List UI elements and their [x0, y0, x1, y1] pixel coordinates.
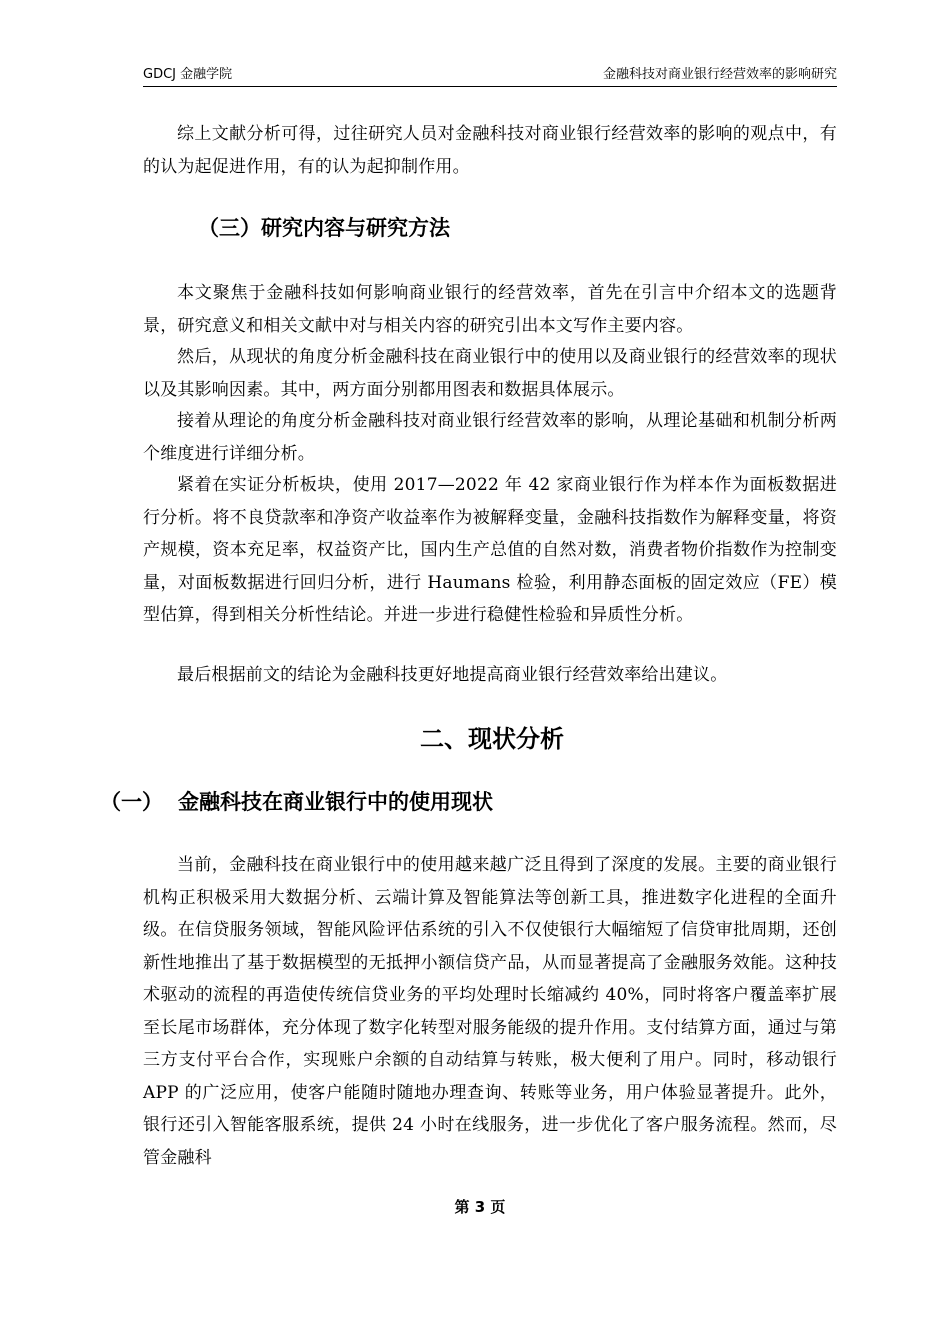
header-institution: GDCJ 金融学院: [143, 67, 233, 82]
paragraph-theory: 接着从理论的角度分析金融科技对商业银行经营效率的影响，从理论基础和机制分析两个维度进行详细分析。: [143, 411, 837, 464]
paragraph-literature-summary: 综上文献分析可得，过往研究人员对金融科技对商业银行经营效率的影响的观点中，有的认为起促进作用，有的认为起抑制作用。: [143, 124, 837, 177]
header-thesis-title: 金融科技对商业银行经营效率的影响研究: [602, 67, 837, 82]
section-title-text: 金融科技在商业银行中的使用现状: [178, 790, 493, 814]
paragraph-current-usage: 当前，金融科技在商业银行中的使用越来越广泛且得到了深度的发展。主要的商业银行机构正积极采用大数据分析、云端计算及智能算法等创新工具，推进数字化进程的全面升级。在信贷服务领域，智能风险评估系统的引入不仅使银行大幅缩短了信贷审批周期，还创新性地推出了基于数据模型的无抵押小额信贷产品，从而显著提高了金融服务效能。这种技术驱动的流程的再造使传统信贷业务的平均处理时长缩减约 40%，同时将客户覆盖率扩展至长尾市场群体，充分体现了数字化转型对服务能级的提升作用。支付结算方面，通过与第三方支付平台合作，实现账户余额的自动结算与转账，极大便利了用户。同时，移动银行 APP 的广泛应用，使客户能随时随地办理查询、转账等业务，用户体验显著提升。此外，银行还引入智能客服系统，提供 24 小时在线服务，进一步优化了客户服务流程。然而，尽管金融科: [143, 855, 837, 1168]
paragraph-empirical: 紧着在实证分析板块，使用 2017—2022 年 42 家商业银行作为样本作为面板数据进行分析。将不良贷款率和净资产收益率作为被解释变量，金融科技指数作为解释变量，将资产规模，资本充足率，权益资产比，国内生产总值的自然对数，消费者物价指数作为控制变量，对面板数据进行回归分析，进行 Haumans 检验，利用静态面板的固定效应（FE）模型估算，得到相关分析性结论。并进一步进行稳健性检验和异质性分析。: [143, 475, 837, 625]
heading-research-content: （三）研究内容与研究方法: [198, 216, 450, 240]
page-header: [143, 66, 837, 87]
paragraph-then: 然后，从现状的角度分析金融科技在商业银行中的使用以及商业银行的经营效率的现状以及其影响因素。其中，两方面分别都用图表和数据具体展示。: [143, 347, 837, 400]
chapter-title: 二、现状分析: [420, 725, 564, 753]
paragraph-conclusion: 最后根据前文的结论为金融科技更好地提高商业银行经营效率给出建议。: [177, 665, 728, 685]
section-title: [100, 787, 493, 817]
paragraph-focus: 本文聚焦于金融科技如何影响商业银行的经营效率，首先在引言中介绍本文的选题背景，研究意义和相关文献中对与相关内容的研究引出本文写作主要内容。: [143, 283, 837, 336]
section-number: （一）: [100, 790, 163, 814]
page-number: 第 3 页: [454, 1198, 506, 1216]
